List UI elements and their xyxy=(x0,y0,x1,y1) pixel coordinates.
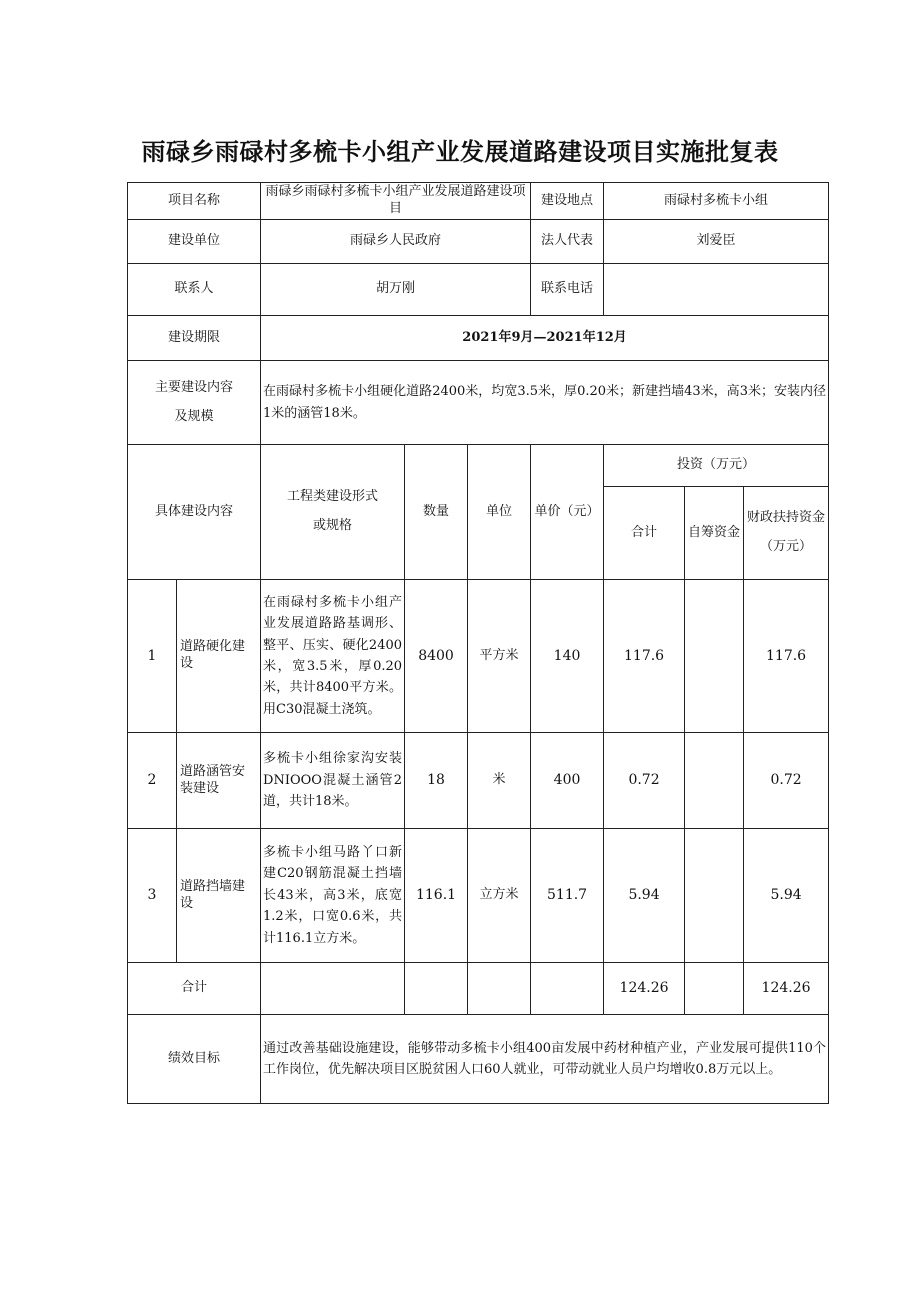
col-self-header: 自筹资金 xyxy=(685,487,744,580)
col-form-line-1: 工程类建设形式 xyxy=(287,489,379,505)
item-fiscal: 5.94 xyxy=(744,829,829,963)
item-price: 400 xyxy=(531,733,604,829)
row-period xyxy=(128,316,829,361)
sum-empty-self xyxy=(685,963,744,1015)
scope-label xyxy=(128,361,261,445)
col-fiscal-header: 财政扶持资金（万元） xyxy=(744,487,829,580)
item-self xyxy=(685,829,744,963)
item-qty: 18 xyxy=(405,733,468,829)
col-form-header xyxy=(261,445,405,580)
item-unit: 米 xyxy=(468,733,531,829)
legal-rep-label: 法人代表 xyxy=(531,220,604,264)
col-total-header: 合计 xyxy=(604,487,685,580)
item-no: 3 xyxy=(128,829,177,963)
contact-value: 胡万刚 xyxy=(261,264,531,316)
item-desc: 多梳卡小组徐家沟安装DNIOOO混凝土涵管2道，共计18米。 xyxy=(261,733,405,829)
row-contact xyxy=(128,264,829,316)
item-fiscal: 0.72 xyxy=(744,733,829,829)
item-total: 0.72 xyxy=(604,733,685,829)
sum-fiscal: 124.26 xyxy=(744,963,829,1015)
col-price-header: 单价（元） xyxy=(531,445,604,580)
sum-empty-price xyxy=(531,963,604,1015)
col-qty-header: 数量 xyxy=(405,445,468,580)
period-label: 建设期限 xyxy=(128,316,261,361)
approval-table xyxy=(127,182,829,1104)
item-price: 140 xyxy=(531,580,604,733)
sum-empty-unit xyxy=(468,963,531,1015)
sum-label: 合计 xyxy=(128,963,261,1015)
goal-value: 通过改善基础设施建设，能够带动多梳卡小组400亩发展中药材种植产业，产业发展可提供110个工作岗位，优先解决项目区脱贫困人口60人就业，可带动就业人员户均增收0.8万元以上。 xyxy=(261,1015,829,1104)
goal-label: 绩效目标 xyxy=(128,1015,261,1104)
item-unit: 立方米 xyxy=(468,829,531,963)
sum-total: 124.26 xyxy=(604,963,685,1015)
period-value: 2021年9月—2021年12月 xyxy=(261,316,829,361)
item-name: 道路硬化建设 xyxy=(177,580,261,733)
item-self xyxy=(685,580,744,733)
row-unit xyxy=(128,220,829,264)
item-unit: 平方米 xyxy=(468,580,531,733)
item-name: 道路挡墙建设 xyxy=(177,829,261,963)
detail-header-row-1 xyxy=(128,445,829,487)
item-total: 117.6 xyxy=(604,580,685,733)
item-no: 2 xyxy=(128,733,177,829)
item-desc: 在雨碌村多梳卡小组产业发展道路路基调形、整平、压实、硬化2400米，宽3.5米，厚0.20米，共计8400平方米。用C30混凝土浇筑。 xyxy=(261,580,405,733)
row-project-name xyxy=(128,183,829,220)
invest-header: 投资（万元） xyxy=(604,445,829,487)
sum-empty-form xyxy=(261,963,405,1015)
table-row xyxy=(128,733,829,829)
table-row xyxy=(128,829,829,963)
unit-value: 雨碌乡人民政府 xyxy=(261,220,531,264)
col-form-line-2: 或规格 xyxy=(313,518,353,533)
row-scope xyxy=(128,361,829,445)
row-sum xyxy=(128,963,829,1015)
contact-label: 联系人 xyxy=(128,264,261,316)
item-fiscal: 117.6 xyxy=(744,580,829,733)
item-total: 5.94 xyxy=(604,829,685,963)
location-value: 雨碌村多梳卡小组 xyxy=(604,183,829,220)
scope-value: 在雨碌村多梳卡小组硬化道路2400米，均宽3.5米，厚0.20米；新建挡墙43米，高3米；安装内径1米的涵管18米。 xyxy=(261,361,829,445)
table-row xyxy=(128,580,829,733)
row-goal xyxy=(128,1015,829,1104)
location-label: 建设地点 xyxy=(531,183,604,220)
project-name-label: 项目名称 xyxy=(128,183,261,220)
scope-label-line-2: 及规模 xyxy=(174,408,214,424)
item-qty: 8400 xyxy=(405,580,468,733)
sum-empty-qty xyxy=(405,963,468,1015)
item-price: 511.7 xyxy=(531,829,604,963)
item-self xyxy=(685,733,744,829)
item-qty: 116.1 xyxy=(405,829,468,963)
phone-label: 联系电话 xyxy=(531,264,604,316)
scope-label-line-1: 主要建设内容 xyxy=(155,379,234,395)
legal-rep-value: 刘爱臣 xyxy=(604,220,829,264)
col-unit-header: 单位 xyxy=(468,445,531,580)
project-name-value: 雨碌乡雨碌村多梳卡小组产业发展道路建设项目 xyxy=(261,183,531,220)
item-name: 道路涵管安装建设 xyxy=(177,733,261,829)
phone-value xyxy=(604,264,829,316)
item-desc: 多梳卡小组马路丫口新建C20钢筋混凝土挡墙长43米，高3米，底宽1.2米，口宽0.6米，共计116.1立方米。 xyxy=(261,829,405,963)
item-no: 1 xyxy=(128,580,177,733)
page-title: 雨碌乡雨碌村多梳卡小组产业发展道路建设项目实施批复表 xyxy=(141,138,779,166)
unit-label: 建设单位 xyxy=(128,220,261,264)
detail-section-label: 具体建设内容 xyxy=(128,445,261,580)
